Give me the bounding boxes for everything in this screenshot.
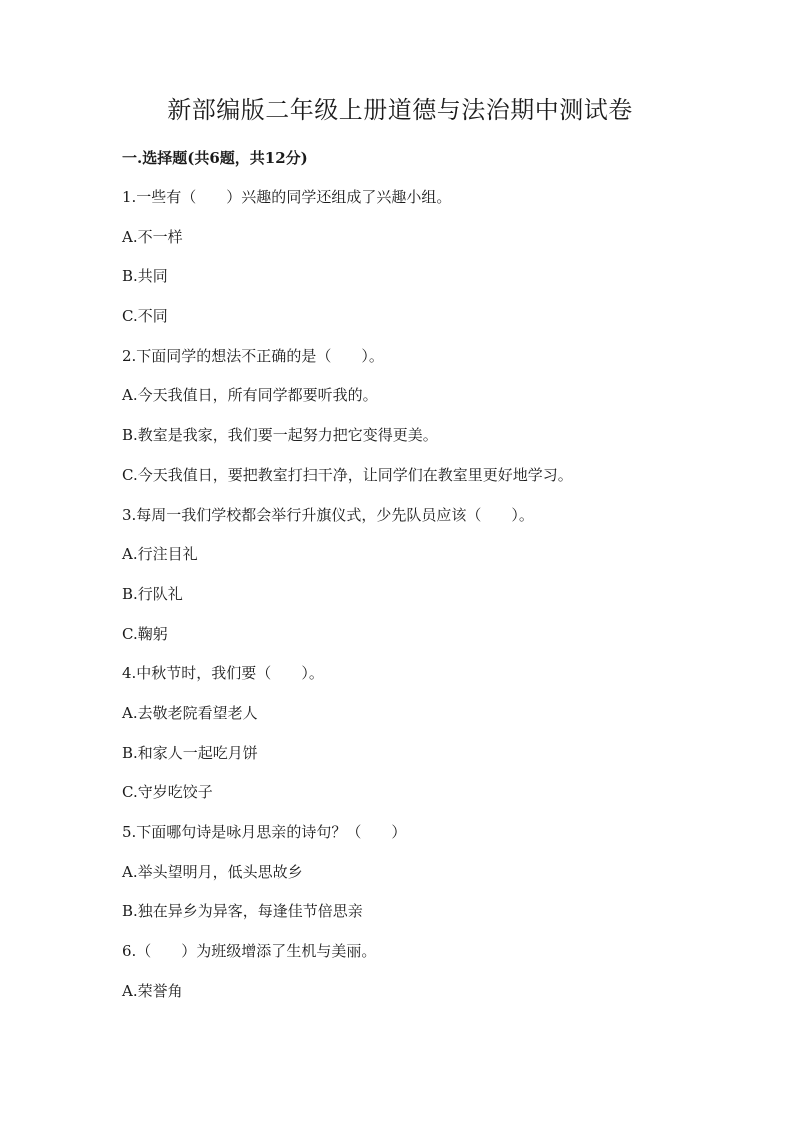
question-3-option-c: C.鞠躬 bbox=[122, 624, 168, 643]
section-header: 一.选择题(共6题，共12分) bbox=[122, 149, 308, 167]
question-4: 4.中秋节时，我们要（ ）。 bbox=[122, 664, 324, 683]
question-5: 5.下面哪句诗是咏月思亲的诗句？（ ） bbox=[122, 823, 407, 841]
page-title: 新部编版二年级上册道德与法治期中测试卷 bbox=[167, 96, 633, 124]
question-5-option-a: A.举头望明月，低头思故乡 bbox=[122, 862, 303, 881]
question-1-option-b: B.共同 bbox=[122, 267, 168, 286]
question-5-option-b: B.独在异乡为异客，每逢佳节倍思亲 bbox=[122, 902, 363, 921]
question-3-option-b: B.行队礼 bbox=[122, 584, 183, 603]
question-1-option-a: A.不一样 bbox=[122, 227, 183, 246]
question-2: 2.下面同学的想法不正确的是（ ）。 bbox=[122, 346, 384, 365]
question-1-option-c: C.不同 bbox=[122, 307, 168, 326]
question-1: 1.一些有（ ）兴趣的同学还组成了兴趣小组。 bbox=[122, 188, 452, 206]
question-4-option-b: B.和家人一起吃月饼 bbox=[122, 743, 258, 762]
question-3: 3.每周一我们学校都会举行升旗仪式，少先队员应该（ ）。 bbox=[122, 505, 534, 524]
question-2-option-b: B.教室是我家，我们要一起努力把它变得更美。 bbox=[122, 426, 438, 445]
question-2-option-c: C.今天我值日，要把教室打扫干净，让同学们在教室里更好地学习。 bbox=[122, 465, 573, 484]
question-4-option-c: C.守岁吃饺子 bbox=[122, 783, 213, 802]
question-3-option-a: A.行注目礼 bbox=[122, 545, 198, 564]
question-6: 6.（ ）为班级增添了生机与美丽。 bbox=[122, 942, 377, 961]
question-list bbox=[122, 185, 742, 1018]
question-2-option-a: A.今天我值日，所有同学都要听我的。 bbox=[122, 386, 378, 405]
question-6-option-a: A.荣誉角 bbox=[122, 981, 183, 1000]
question-4-option-a: A.去敬老院看望老人 bbox=[122, 703, 258, 722]
